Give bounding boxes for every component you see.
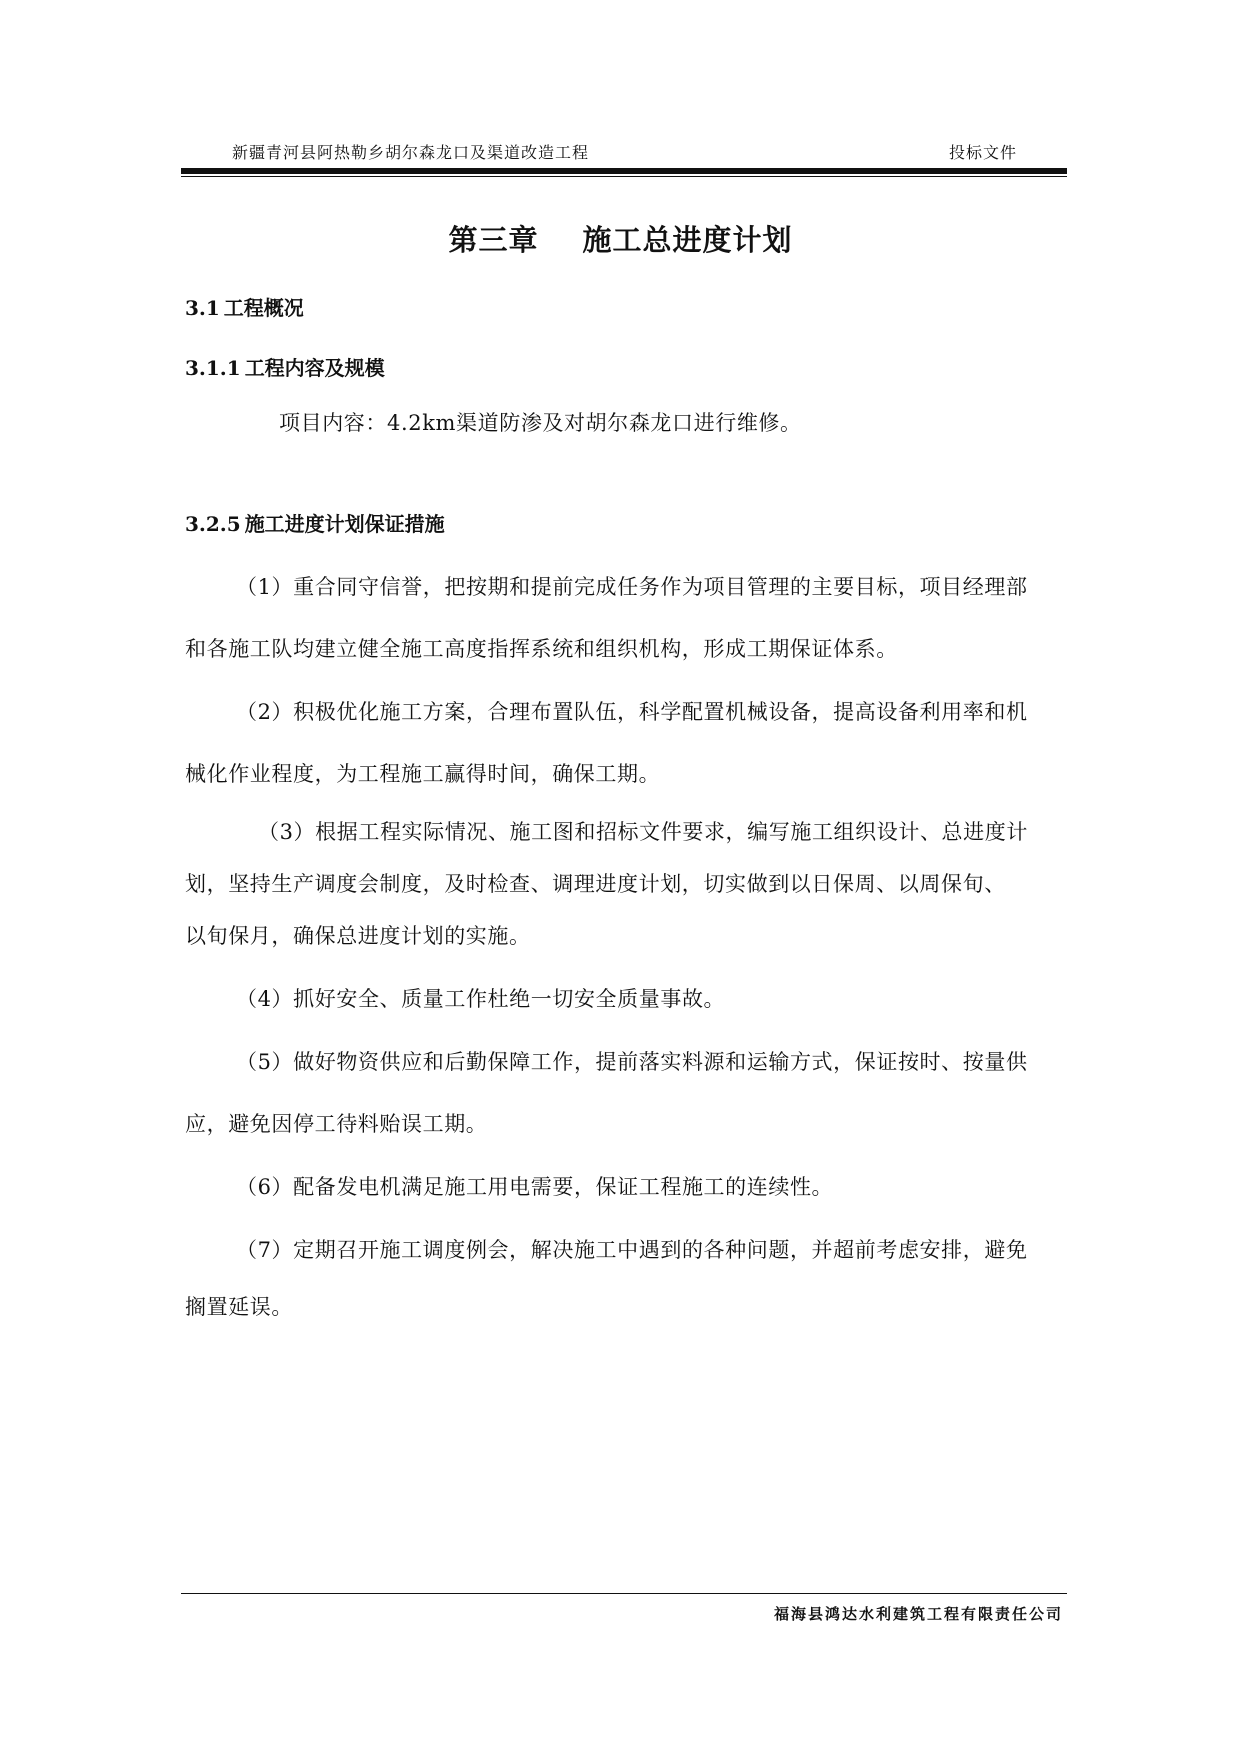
header-rule-thin: [181, 176, 1067, 177]
section-title: 工程内容及规模: [244, 356, 385, 380]
section-number: 3.2.5: [185, 512, 241, 536]
measure-3-line-1: （3）根据工程实际情况、施工图和招标文件要求，编写施工组织设计、总进度计: [258, 820, 1028, 844]
measure-1-line-1: （1）重合同守信誉，把按期和提前完成任务作为项目管理的主要目标，项目经理部: [236, 575, 1028, 599]
chapter-number: 第三章: [448, 223, 539, 257]
measure-7-line-1: （7）定期召开施工调度例会，解决施工中遇到的各种问题，并超前考虑安排，避免: [236, 1238, 1028, 1262]
footer-company: 福海县鸿达水利建筑工程有限责任公司: [773, 1605, 1063, 1623]
chapter-name: 施工总进度计划: [582, 223, 793, 257]
section-heading-3-2-5: [185, 508, 445, 537]
measure-2-line-1: （2）积极优化施工方案，合理布置队伍，科学配置机械设备，提高设备利用率和机: [236, 700, 1028, 724]
measure-1-line-2: 和各施工队均建立健全施工高度指挥系统和组织机构，形成工期保证体系。: [185, 637, 898, 661]
measure-6-line-1: （6）配备发电机满足施工用电需要，保证工程施工的连续性。: [236, 1175, 834, 1199]
section-title: 施工进度计划保证措施: [244, 512, 445, 536]
page-header: [183, 140, 1065, 164]
measure-2-line-2: 械化作业程度，为工程施工赢得时间，确保工期。: [185, 762, 661, 786]
chapter-title: [0, 218, 1241, 259]
footer-rule: [181, 1593, 1067, 1594]
section-title: 工程概况: [223, 296, 304, 320]
measure-5-line-1: （5）做好物资供应和后勤保障工作，提前落实料源和运输方式，保证按时、按量供: [236, 1050, 1028, 1074]
section-heading-3-1: [185, 292, 304, 321]
header-project-title: 新疆青河县阿热勒乡胡尔森龙口及渠道改造工程: [232, 143, 590, 162]
measure-5-line-2: 应，避免因停工待料贻误工期。: [185, 1112, 488, 1136]
project-content-paragraph: 项目内容：4.2km渠道防渗及对胡尔森龙口进行维修。: [279, 411, 802, 435]
measure-3-line-3: 以旬保月，确保总进度计划的实施。: [185, 924, 531, 948]
section-number: 3.1.1: [185, 356, 241, 380]
section-heading-3-1-1: [185, 352, 385, 381]
measure-4-line-1: （4）抓好安全、质量工作杜绝一切安全质量事故。: [236, 987, 726, 1011]
measure-3-line-2: 划，坚持生产调度会制度，及时检查、调理进度计划，切实做到以日保周、以周保旬、: [185, 872, 1006, 896]
header-doc-type: 投标文件: [948, 143, 1017, 162]
section-number: 3.1: [185, 296, 220, 320]
measure-7-line-2: 搁置延误。: [185, 1295, 293, 1319]
header-rule-thick: [181, 168, 1067, 174]
